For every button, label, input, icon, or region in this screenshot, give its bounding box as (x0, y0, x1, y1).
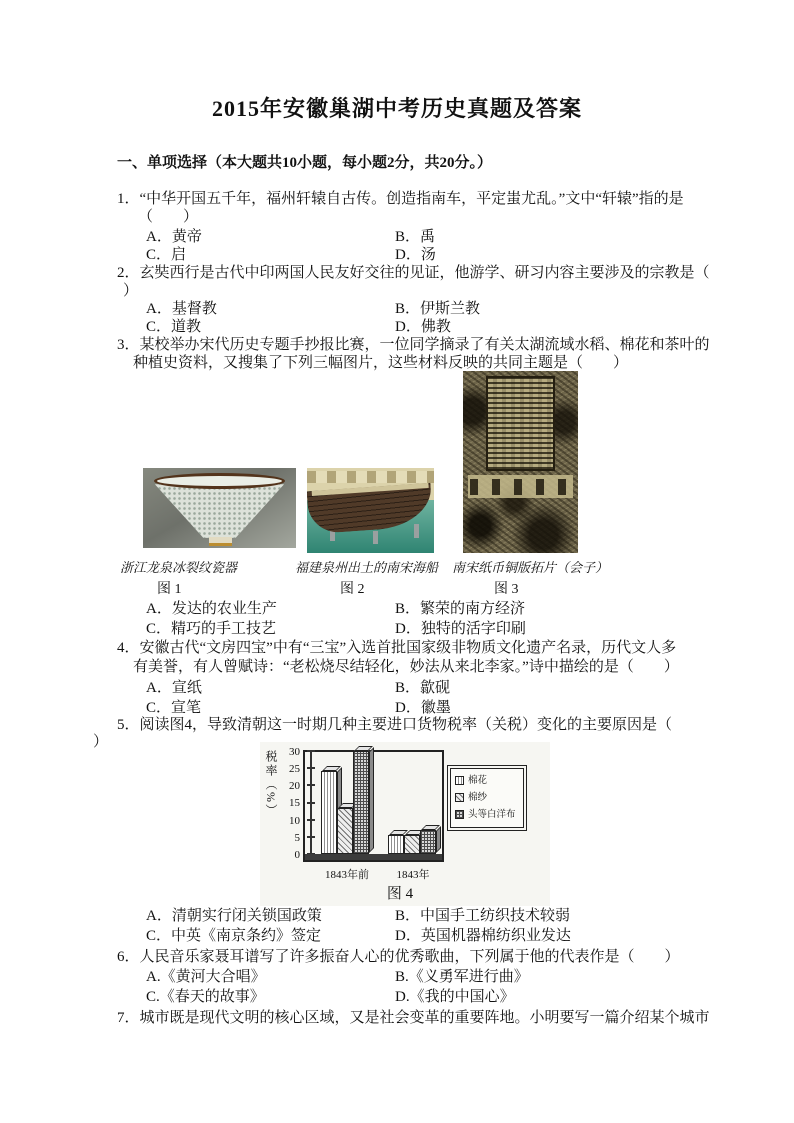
legend-swatch-yarn (455, 793, 464, 802)
bar-cotton-before-1843 (321, 771, 337, 854)
figure-2-label: 图 2 (340, 582, 365, 597)
longquan-porcelain-image (143, 468, 296, 548)
bar-cloth-before-1843 (353, 751, 369, 854)
ship-stand (414, 524, 419, 538)
question-6-option-c: C.《春天的故事》 (146, 989, 265, 1005)
rubbing-text-panel (486, 376, 555, 471)
axis-tick (307, 819, 315, 821)
question-1-option-d: D．汤 (395, 247, 436, 263)
chart-plot-frame (303, 750, 444, 862)
question-2-option-d: D．佛教 (395, 319, 451, 335)
section-heading: 一、单项选择（本大题共10小题，每小题2分，共20分。） (117, 155, 493, 171)
question-2-option-b: B．伊斯兰教 (395, 301, 481, 317)
x-category-label: 1843年前 (325, 869, 369, 881)
bowl-foot-shape (209, 537, 232, 546)
question-1-option-b: B．禹 (395, 229, 436, 245)
y-tick-label: 30 (289, 746, 300, 758)
museum-window-strip (307, 471, 434, 483)
question-5-line2: ） (93, 734, 109, 750)
figure-4-caption: 图 4 (386, 886, 414, 902)
question-6-line1: 6．人民音乐家聂耳谱写了许多振奋人心的优秀歌曲，下列属于他的代表作是（ ） (117, 949, 680, 965)
axis-tick (307, 750, 315, 752)
question-4-option-b: B．歙砚 (395, 680, 451, 696)
question-1-option-c: C．启 (146, 247, 187, 263)
question-2-option-a: A．基督教 (146, 301, 217, 317)
song-ship-image (307, 468, 434, 553)
x-category-label: 1843年 (396, 869, 430, 881)
bar-yarn-1843 (404, 835, 420, 854)
chart-legend (450, 768, 524, 828)
question-4-option-d: D．徽墨 (395, 700, 451, 716)
question-5-option-b: B．中国手工纺织技术较弱 (395, 908, 571, 924)
question-3-option-d: D．独特的活字印刷 (395, 621, 526, 637)
page-title: 2015年安徽巢湖中考历史真题及答案 (211, 96, 582, 121)
question-3-line2: 种植史资料，又搜集了下列三幅图片，这些材料反映的共同主题是（ ） (133, 355, 629, 371)
question-3-option-c: C．精巧的手工技艺 (146, 621, 277, 637)
question-2-option-c: C．道教 (146, 319, 202, 335)
figure-1-label: 图 1 (157, 582, 182, 597)
axis-tick (307, 767, 315, 769)
bowl-rim-shape (154, 473, 286, 489)
question-3-option-a: A．发达的农业生产 (146, 601, 277, 617)
bar-cotton-1843 (388, 835, 404, 854)
question-4-option-c: C．宣笔 (146, 700, 202, 716)
legend-swatch-cotton (455, 776, 464, 785)
axis-tick (307, 802, 315, 804)
axis-tick (307, 836, 315, 838)
legend-label: 头等白洋布 (468, 810, 516, 820)
question-4-line2: 有美誉，有人曾赋诗：“老松烧尽结轻化，妙法从来北李家。”诗中描绘的是（ ） (133, 659, 679, 675)
question-6-option-a: A.《黄河大合唱》 (146, 969, 266, 985)
y-tick-label: 10 (289, 815, 300, 827)
question-5-option-a: A．清朝实行闭关锁国政策 (146, 908, 322, 924)
question-5-option-d: D．英国机器棉纺织业发达 (395, 928, 571, 944)
bar-yarn-before-1843 (337, 808, 353, 854)
question-1-option-a: A．黄帝 (146, 229, 202, 245)
y-tick-label: 5 (294, 832, 300, 844)
figure-1-caption: 浙江龙泉冰裂纹瓷器 (120, 560, 238, 575)
question-5-option-c: C．中英《南京条约》签定 (146, 928, 322, 944)
question-3-option-b: B．繁荣的南方经济 (395, 601, 526, 617)
question-6-option-d: D.《我的中国心》 (395, 989, 515, 1005)
huizi-rubbing-image (463, 371, 578, 553)
y-tick-label: 0 (294, 849, 300, 861)
question-1-line1: 1．“中华开国五千年，福州轩辕自古传。创造指南车，平定蚩尤乱。”文中“轩辕”指的是 (117, 191, 684, 207)
bar-cloth-1843 (420, 830, 436, 854)
legend-label: 棉花 (468, 776, 488, 786)
legend-swatch-cloth (455, 810, 464, 819)
figure-3-caption: 南宋纸币铜版拓片（会子） (452, 560, 609, 575)
figure-2-caption: 福建泉州出土的南宋海船 (295, 560, 439, 575)
question-7-line1: 7．城市既是现代文明的核心区域，又是社会变革的重要阵地。小明要写一篇介绍某个城市 (117, 1010, 710, 1026)
y-tick-label: 25 (289, 763, 300, 775)
question-4-line1: 4．安徽古代“文房四宝”中有“三宝”入选首批国家级非物质文化遗产名录，历代文人多 (117, 640, 677, 656)
rubbing-title-band (468, 475, 574, 499)
chart-y-axis-label: 税率（%） (264, 750, 278, 818)
tariff-bar-chart (260, 742, 550, 906)
question-4-option-a: A．宣纸 (146, 680, 202, 696)
y-tick-label: 20 (289, 780, 300, 792)
chart-3d-floor (305, 854, 442, 860)
question-2-line2: ） (123, 283, 139, 299)
axis-tick (307, 784, 315, 786)
question-2-line1: 2．玄奘西行是古代中印两国人民友好交往的见证，他游学、研习内容主要涉及的宗教是（ (117, 265, 710, 281)
question-6-option-b: B.《义勇军进行曲》 (395, 969, 529, 985)
question-5-line1: 5．阅读图4，导致清朝这一时期几种主要进口货物税率（关税）变化的主要原因是（ (117, 717, 673, 733)
figure-3-label: 图 3 (494, 582, 519, 597)
question-3-line1: 3．某校举办宋代历史专题手抄报比赛，一位同学摘录了有关太湖流域水稻、棉花和茶叶的 (117, 337, 710, 353)
question-1-line2: （ ） (138, 209, 199, 225)
ship-stand (373, 531, 378, 545)
y-tick-label: 15 (289, 797, 300, 809)
legend-label: 棉纱 (468, 793, 488, 803)
